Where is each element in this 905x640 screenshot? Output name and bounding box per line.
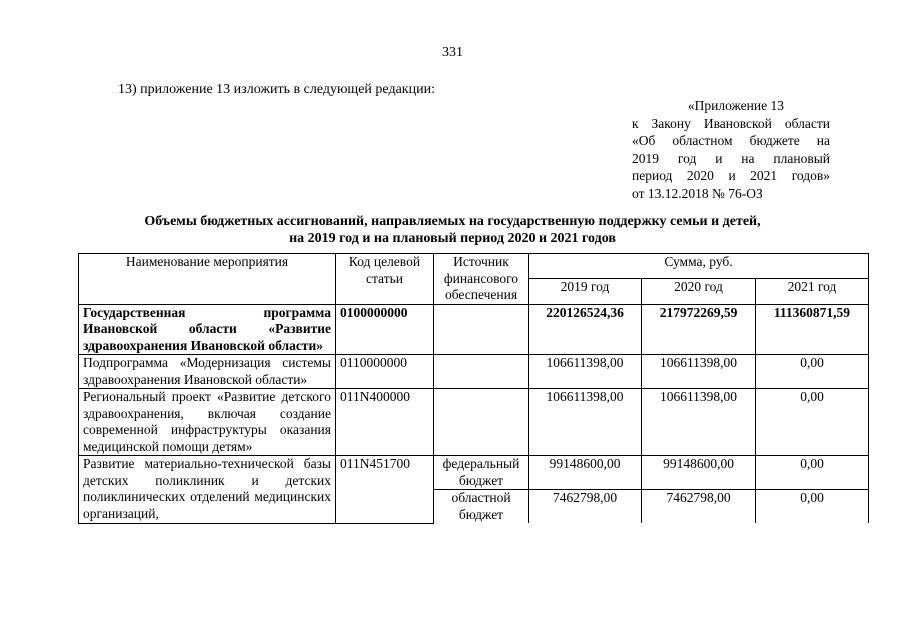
row-code: 0110000000 (336, 355, 434, 389)
row-source: федеральный бюджет (434, 456, 529, 490)
row-2020: 106611398,00 (642, 389, 756, 456)
table-row (79, 355, 869, 389)
appendix-reference (632, 97, 830, 202)
page-number: 331 (442, 45, 463, 60)
appendix-line: от 13.12.2018 № 76-ОЗ (632, 185, 763, 201)
appendix-line: период 2020 и 2021 годов» (632, 168, 830, 183)
row-2019: 7462798,00 (529, 490, 642, 524)
table-row (79, 304, 869, 355)
appendix-line: 2019 год и на плановый (632, 150, 830, 166)
row-2020: 99148600,00 (642, 456, 756, 490)
header-2021: 2021 год (756, 279, 869, 304)
row-2021: 0,00 (756, 355, 869, 389)
row-2021: 0,00 (756, 389, 869, 456)
row-2021: 0,00 (756, 456, 869, 490)
header-code: Код целевой статьи (336, 254, 434, 305)
row-2021: 111360871,59 (756, 304, 869, 355)
row-name: Государственная программа Ивановской области «Развитие здравоохранения Ивановской области» (79, 304, 336, 355)
row-2020: 106611398,00 (642, 355, 756, 389)
header-name: Наименование мероприятия (79, 254, 336, 305)
row-2020: 217972269,59 (642, 304, 756, 355)
intro-text: 13) приложение 13 изложить в следующей редакции: (118, 82, 435, 97)
row-source (434, 304, 529, 355)
row-source (434, 389, 529, 456)
row-2021: 0,00 (756, 490, 869, 524)
row-code: 0100000000 (336, 304, 434, 355)
header-row (79, 254, 869, 279)
header-2020: 2020 год (642, 279, 756, 304)
row-name: Развитие материально-технической базы детских поликлиник и детских поликлинических отделений медицинских организаций, (79, 456, 336, 524)
row-name: Региональный проект «Развитие детского здравоохранения, включая создание современной инфраструктуры оказания медицинской помощи детям» (79, 389, 336, 456)
header-source: Источник финансового обеспечения (434, 254, 529, 305)
row-2019: 106611398,00 (529, 355, 642, 389)
row-source (434, 355, 529, 389)
row-2019: 99148600,00 (529, 456, 642, 490)
heading-line: на 2019 год и на плановый период 2020 и 2021 годов (289, 231, 616, 246)
appendix-line: «Об областном бюджете на (632, 133, 830, 148)
table-row (79, 456, 869, 490)
budget-table (78, 253, 869, 524)
row-name: Подпрограмма «Модернизация системы здравоохранения Ивановской области» (79, 355, 336, 389)
heading-line: Объемы бюджетных ассигнований, направляемых на государственную поддержку семьи и детей, (144, 214, 761, 229)
row-2019: 106611398,00 (529, 389, 642, 456)
row-2019: 220126524,36 (529, 304, 642, 355)
row-source: областной бюджет (434, 490, 529, 524)
header-sum: Сумма, руб. (529, 254, 869, 279)
appendix-line: к Закону Ивановской области (632, 115, 830, 131)
row-code: 011N451700 (336, 456, 434, 524)
row-code: 011N400000 (336, 389, 434, 456)
header-2019: 2019 год (529, 279, 642, 304)
document-heading (0, 213, 905, 247)
table-row (79, 389, 869, 456)
row-2020: 7462798,00 (642, 490, 756, 524)
appendix-line: «Приложение 13 (687, 98, 784, 113)
